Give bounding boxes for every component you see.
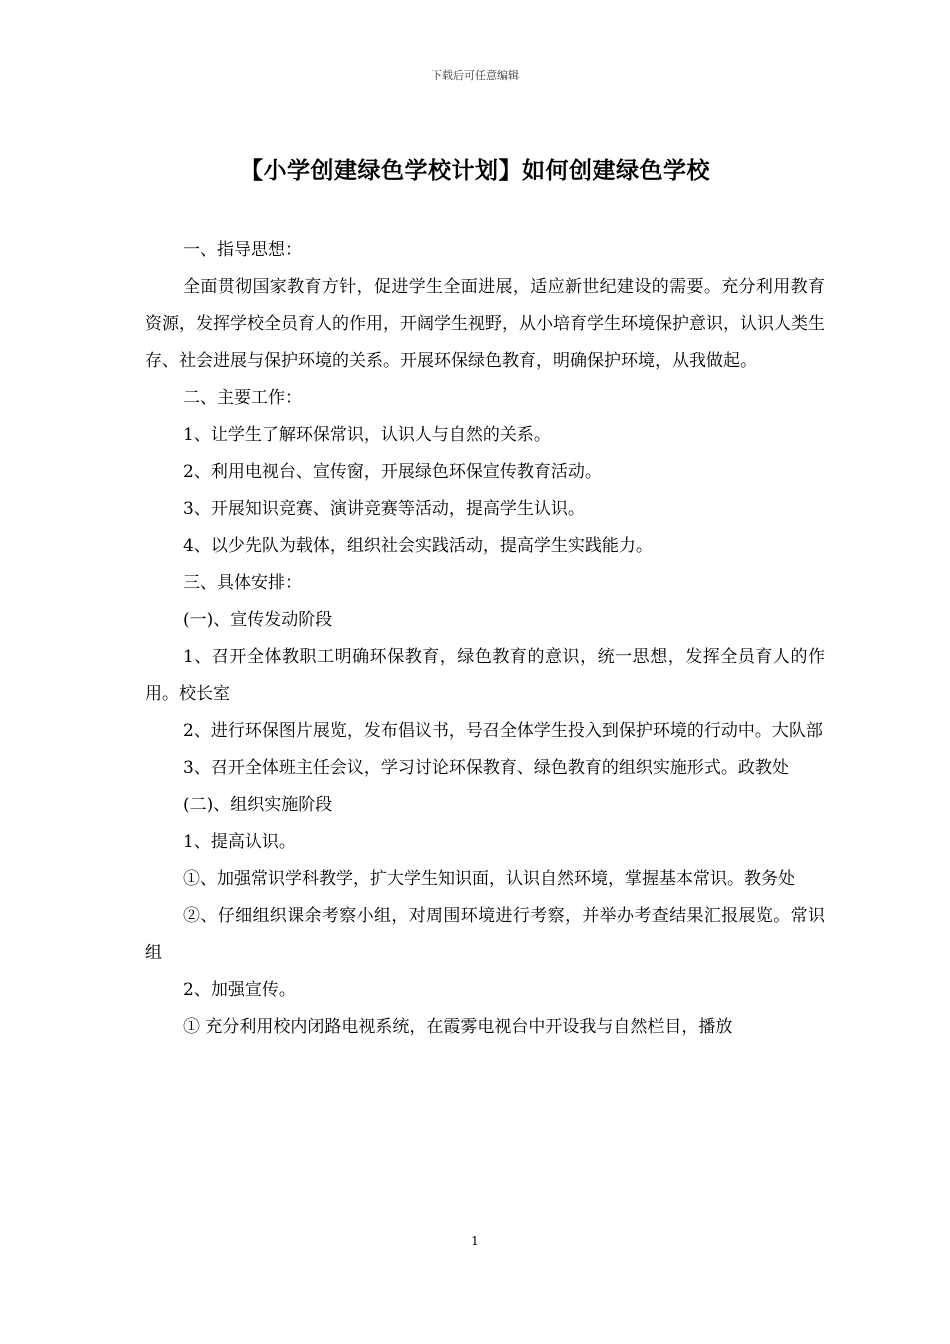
paragraph: 1、提高认识。	[183, 832, 296, 852]
paragraph: 4、以少先队为载体，组织社会实践活动，提高学生实践能力。	[183, 536, 653, 556]
paragraph: 2、进行环保图片展览，发布倡议书，号召全体学生投入到保护环境的行动中。大队部	[183, 721, 823, 741]
paragraph: (一)、宣传发动阶段	[183, 610, 333, 630]
paragraph: 3、召开全体班主任会议，学习讨论环保教育、绿色教育的组织实施形式。政教处	[183, 758, 789, 778]
paragraph: 1、召开全体教职工明确环保教育，绿色教育的意识，统一思想，发挥全员育人的作用。校长室	[145, 647, 825, 704]
page-header: 下载后可任意编辑	[431, 69, 519, 82]
paragraph: 一、指导思想：	[183, 240, 302, 260]
paragraph: ①、加强常识学科教学，扩大学生知识面，认识自然环境，掌握基本常识。教务处	[183, 869, 795, 889]
paragraph: 二、主要工作：	[183, 388, 302, 408]
paragraph: ① 充分利用校内闭路电视系统，在霞雾电视台中开设我与自然栏目，播放	[183, 1017, 733, 1037]
paragraph: 3、开展知识竞赛、演讲竞赛等活动，提高学生认识。	[183, 499, 585, 519]
paragraph: 1、让学生了解环保常识，认识人与自然的关系。	[183, 425, 551, 445]
paragraph: 三、具体安排：	[183, 573, 302, 593]
paragraph: 2、利用电视台、宣传窗，开展绿色环保宣传教育活动。	[183, 462, 602, 482]
document-body	[145, 232, 825, 1046]
paragraph: 全面贯彻国家教育方针，促进学生全面进展，适应新世纪建设的需要。充分利用教育资源，发挥学校全员育人的作用，开阔学生视野，从小培育学生环境保护意识，认识人类生存、社会进展与保护环境的关系。开展环保绿色教育，明确保护环境，从我做起。	[145, 277, 825, 371]
paragraph: ②、仔细组织课余考察小组，对周围环境进行考察，并举办考查结果汇报展览。常识组	[145, 906, 825, 963]
paragraph: 2、加强宣传。	[183, 980, 296, 1000]
paragraph: (二)、组织实施阶段	[183, 795, 333, 815]
document-title: 【小学创建绿色学校计划】如何创建绿色学校	[240, 158, 710, 184]
page-number: 1	[471, 1234, 479, 1248]
